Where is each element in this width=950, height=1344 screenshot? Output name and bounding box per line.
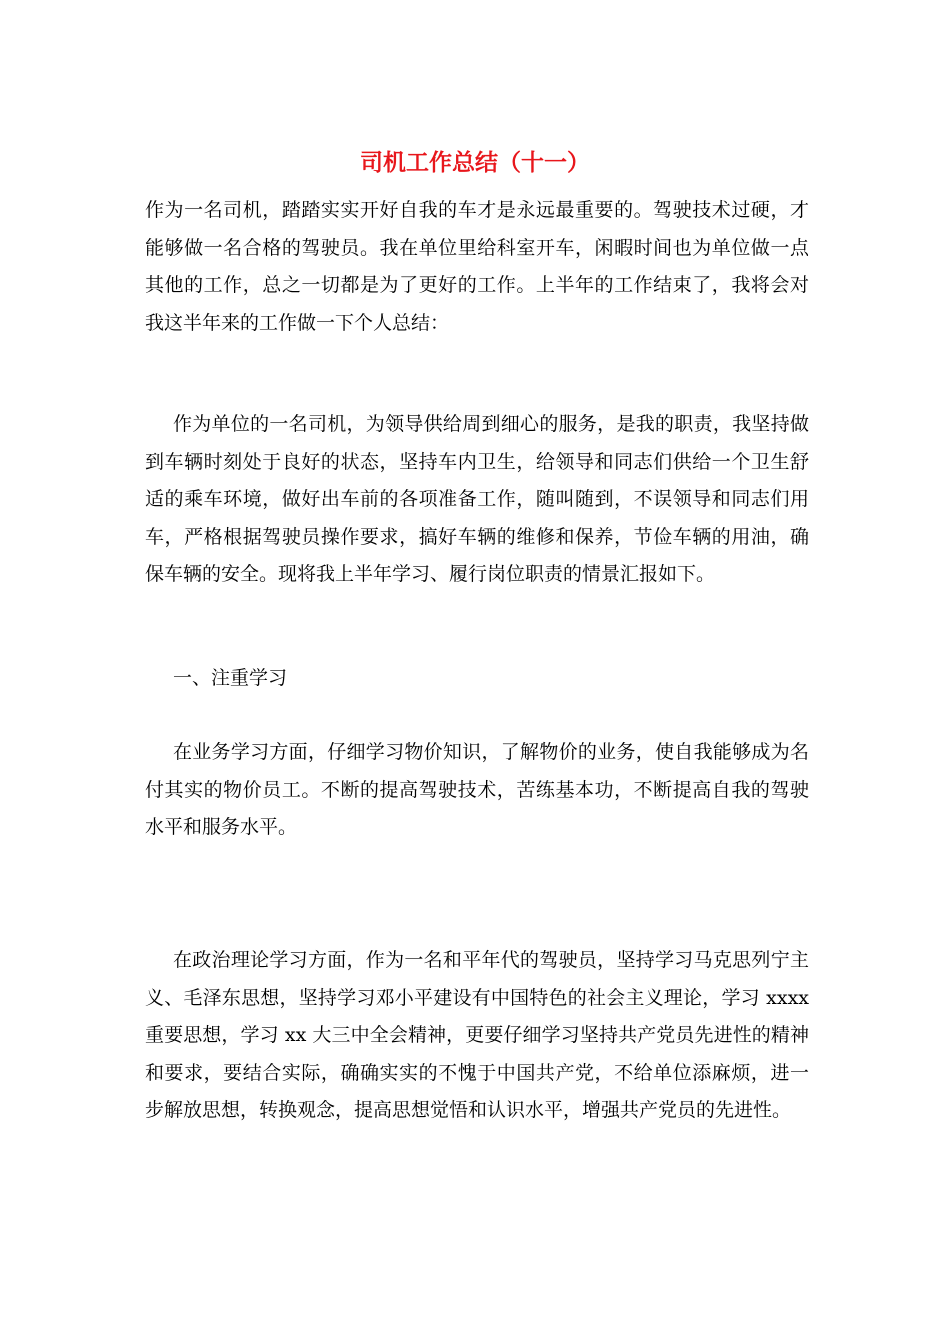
section-heading-study: 一、注重学习 (173, 667, 288, 689)
paragraph-intro: 作为一名司机，踏踏实实开好自我的车才是永远最重要的。驾驶技术过硬，才能够做一名合格的驾驶员。我在单位里给科室开车，闲暇时间也为单位做一点其他的工作，总之一切都是为了更好的工作。上半年的工作结束了，我将会对我这半年来的工作做一下个人总结： (145, 199, 809, 334)
document-title: 司机工作总结（十一） (360, 150, 590, 176)
paragraph-business-study: 在业务学习方面，仔细学习物价知识，了解物价的业务，使自我能够成为名付其实的物价员工。不断的提高驾驶技术，苦练基本功，不断提高自我的驾驶水平和服务水平。 (145, 741, 809, 838)
paragraph-duties: 作为单位的一名司机，为领导供给周到细心的服务，是我的职责，我坚持做到车辆时刻处于良好的状态，坚持车内卫生，给领导和同志们供给一个卫生舒适的乘车环境，做好出车前的各项准备工作，随叫随到，不误领导和同志们用车，严格根据驾驶员操作要求，搞好车辆的维修和保养，节俭车辆的用油，确保车辆的安全。现将我上半年学习、履行岗位职责的情景汇报如下。 (145, 413, 809, 585)
paragraph-political-study: 在政治理论学习方面，作为一名和平年代的驾驶员，坚持学习马克思列宁主义、毛泽东思想，坚持学习邓小平建设有中国特色的社会主义理论，学习 xxxx 重要思想，学习 xx 大三中全会精神，更要仔细学习坚持共产党员先进性的精神和要求，要结合实际，确确实实的不愧于中国共产党，不给单位添麻烦，进一步解放思想，转换观念，提高思想觉悟和认识水平，增强共产党员的先进性。 (145, 949, 809, 1121)
